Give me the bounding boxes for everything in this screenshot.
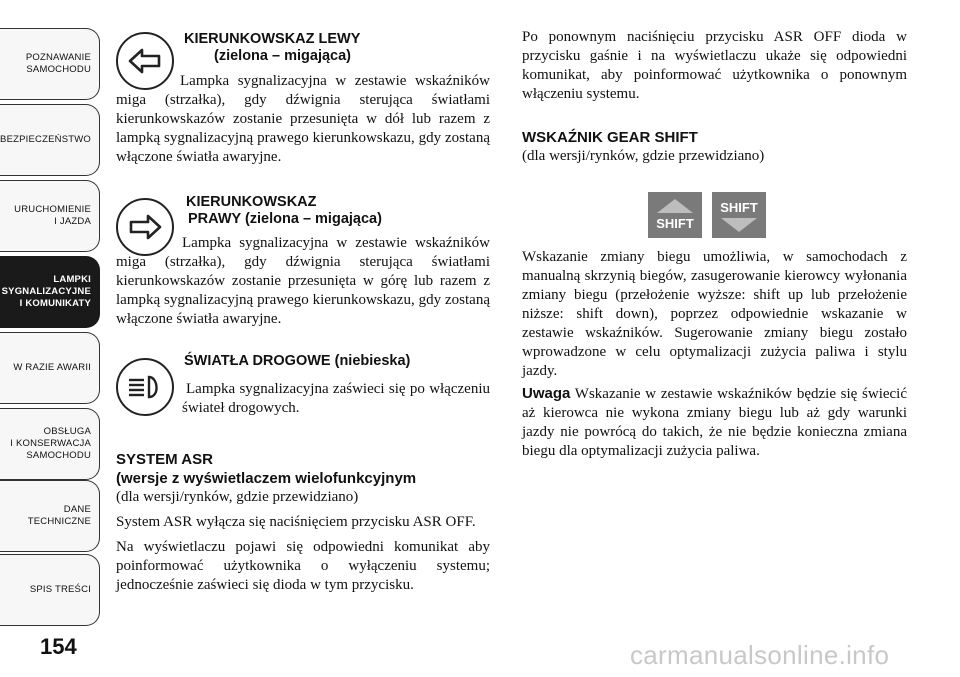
- right-turn-title: KIERUNKOWSKAZ: [186, 194, 317, 210]
- left-turn-subtitle: (zielona – migająca): [214, 48, 351, 64]
- asr-section: [116, 450, 490, 595]
- left-column: [116, 28, 491, 608]
- high-beam-body: Lampka sygnalizacyjna zaświeci się po włączeniu świateł drogowych.: [182, 381, 490, 416]
- gear-shift-note: [522, 384, 907, 461]
- high-beam-title: ŚWIATŁA DROGOWE (niebieska): [184, 353, 411, 369]
- gear-shift-paragraph: Wskazanie zmiany biegu umożliwia, w samochodach z manualną skrzynią biegów, zasugerowanie kierowcy wyłonania zmiany biegu (przełożenie wyższe: shift up lub przełożenie niższe: shift down), poprzez odpowiednie wskazanie w zestawie wskaźników. Sugerowanie zmiany biegu zostało wprowadzone w celu optymalizacji zużycia paliwa i stylu jazdy.: [522, 249, 907, 379]
- tab-bezpieczenstwo[interactable]: BEZPIECZEŃSTWO: [0, 104, 100, 176]
- tab-obsluga[interactable]: OBSŁUGA I KONSERWACJA SAMOCHODU: [0, 408, 100, 480]
- asr-reenable-paragraph: Po ponownym naciśnięciu przycisku ASR OFF dioda w przycisku gaśnie i na wyświetlaczu ukaże się odpowiedni komunikat, aby poinformować użytkownika o ponownym włączeniu systemu.: [522, 29, 907, 102]
- note-body: Wskazanie w zestawie wskaźników będzie się świecić aż kierowca nie wykona zmiany biegu lub aż gdy warunki jazdy nie powrócą do takich, że nie będzie konieczna zmiana biegu dla optymalizacji zużycia paliwa.: [522, 386, 908, 459]
- tab-awarii[interactable]: W RAZIE AWARII: [0, 332, 100, 404]
- note-label: Uwaga: [522, 385, 571, 402]
- asr-subtitle: (dla wersji/rynków, gdzie przewidziano): [116, 489, 359, 505]
- shift-down-indicator: [712, 192, 766, 238]
- tab-poznawanie[interactable]: POZNAWANIE SAMOCHODU: [0, 28, 100, 100]
- gear-shift-title: WSKAŹNIK GEAR SHIFT: [522, 129, 698, 146]
- shift-up-indicator: [648, 192, 702, 238]
- shift-down-arrow-icon: [719, 217, 759, 233]
- left-turn-body: Lampka sygnalizacyjna w zestawie wskaźników miga (strzałka), gdy dźwignia sterująca światłami kierunkowskazów zostanie przesunięta w dół lub razem z lampką sygnalizacyjną prawego kierunkowskazu, gdy zostaną włączone światła awaryjne.: [116, 73, 490, 165]
- left-turn-title: KIERUNKOWSKAZ LEWY: [184, 31, 361, 47]
- right-turn-body: Lampka sygnalizacyjna w zestawie wskaźników miga (strzałka), gdy dźwignia sterująca światłami kierunkowskazów zostanie przesunięta w górę lub razem z lampką sygnalizacyjną prawego kierunkowskazu, gdy zostaną włączone światła awaryjne.: [116, 235, 490, 327]
- asr-paragraph-1: System ASR wyłącza się naciśnięciem przycisku ASR OFF.: [116, 514, 476, 530]
- high-beam-icon: [116, 358, 174, 416]
- tab-uruchomienie[interactable]: URUCHOMIENIE I JAZDA: [0, 180, 100, 252]
- tab-spis[interactable]: SPIS TREŚCI: [0, 554, 100, 626]
- shift-up-arrow-icon: [655, 198, 695, 214]
- right-turn-subtitle: PRAWY (zielona – migająca): [188, 211, 382, 227]
- gear-shift-subtitle: (dla wersji/rynków, gdzie przewidziano): [522, 148, 765, 164]
- tab-lampki-active[interactable]: LAMPKI SYGNALIZACYJNE I KOMUNIKATY: [0, 256, 100, 328]
- page-number: 154: [40, 634, 77, 659]
- shift-down-label: SHIFT: [720, 199, 758, 215]
- asr-title: SYSTEM ASR: [116, 451, 213, 468]
- right-column: [522, 28, 907, 588]
- asr-paragraph-2: Na wyświetlaczu pojawi się odpowiedni komunikat aby poinformować użytkownika o wyłączeniu systemu; jednocześnie zaświeci się dioda w tym przycisku.: [116, 539, 490, 593]
- watermark: carmanualsonline.info: [630, 640, 890, 670]
- tab-dane[interactable]: DANE TECHNICZNE: [0, 480, 100, 552]
- shift-up-label: SHIFT: [656, 215, 694, 231]
- gear-shift-heading: [522, 128, 764, 166]
- asr-title-2: (wersje z wyświetlaczem wielofunkcyjnym: [116, 470, 417, 487]
